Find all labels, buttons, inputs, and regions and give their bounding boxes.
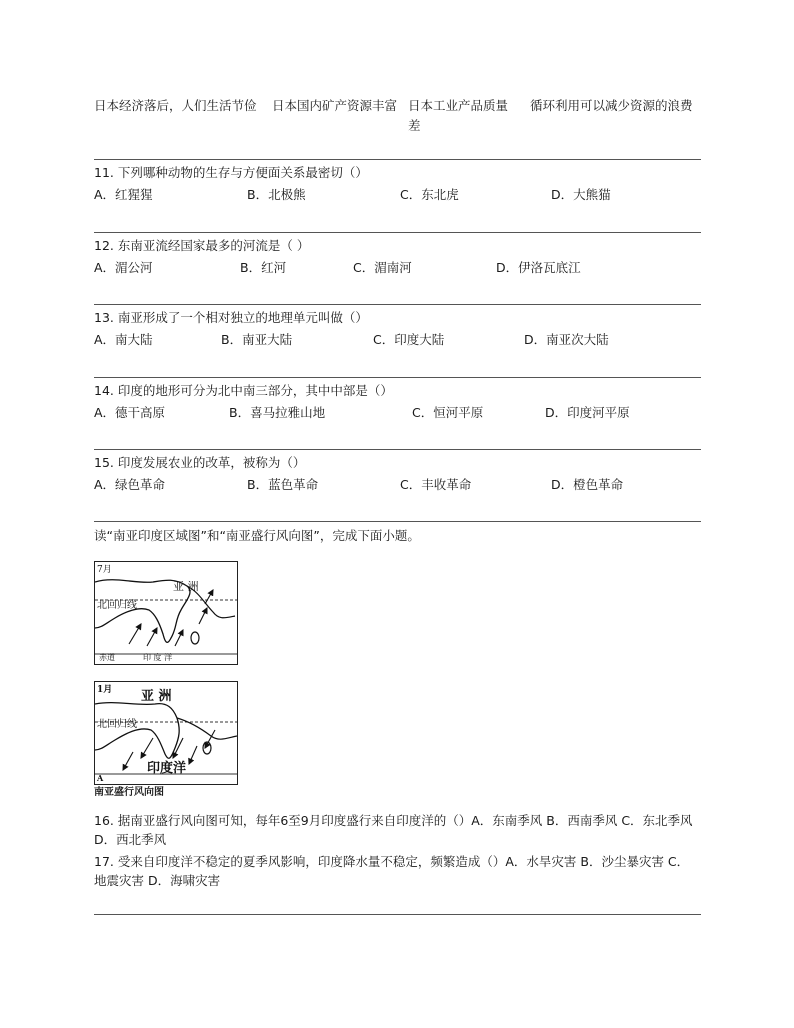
divider <box>94 449 701 450</box>
wind-arrow <box>141 738 153 758</box>
map1-month-label: 7月 <box>97 565 112 575</box>
q12-option-d[interactable]: D．伊洛瓦底江 <box>496 260 581 275</box>
divider <box>94 304 701 305</box>
wind-arrow <box>205 590 213 604</box>
q14-option-c[interactable]: C．恒河平原 <box>412 405 484 420</box>
divider <box>94 521 701 522</box>
q15-option-c[interactable]: C．丰收革命 <box>400 477 472 492</box>
july-wind-map <box>94 561 238 665</box>
map-caption: 南亚盛行风向图 <box>94 787 164 798</box>
map2-corner-label: A <box>97 773 104 783</box>
q12-option-a[interactable]: A．湄公河 <box>94 260 153 275</box>
question-13-stem: 13. 南亚形成了一个相对独立的地理单元叫做（） <box>94 310 368 325</box>
january-wind-map <box>94 681 238 785</box>
wind-arrow <box>147 628 157 646</box>
q13-option-a[interactable]: A．南大陆 <box>94 332 153 347</box>
map1-ocean-label: 印 度 洋 <box>143 653 173 662</box>
q15-option-a[interactable]: A．绿色革命 <box>94 477 166 492</box>
q12-option-c[interactable]: C．湄南河 <box>353 260 412 275</box>
divider <box>94 914 701 915</box>
q14-option-b[interactable]: B．喜马拉雅山地 <box>229 405 326 420</box>
q11-option-a[interactable]: A．红猩猩 <box>94 187 153 202</box>
question-12-stem: 12. 东南亚流经国家最多的河流是（ ） <box>94 238 310 253</box>
map1-tropic-label: 北回归线 <box>97 600 137 611</box>
top-option-a[interactable]: 日本经济落后，人们生活节俭 <box>94 98 257 113</box>
reading-intro: 读“南亚印度区域图”和“南亚盛行风向图”，完成下面小题。 <box>94 528 420 543</box>
wind-arrow <box>123 752 133 770</box>
q11-option-b[interactable]: B．北极熊 <box>247 187 306 202</box>
q11-option-d[interactable]: D．大熊猫 <box>551 187 611 202</box>
q15-option-d[interactable]: D．橙色革命 <box>551 477 624 492</box>
question-17: 17. 受来自印度洋不稳定的夏季风影响，印度降水量不稳定，频繁造成（）A．水旱灾害 B．沙尘暴灾害 C．地震灾害 D．海啸灾害 <box>94 854 690 888</box>
sri-lanka <box>191 632 199 644</box>
question-14-stem: 14. 印度的地形可分为北中南三部分，其中中部是（） <box>94 383 393 398</box>
q15-option-b[interactable]: B．蓝色革命 <box>247 477 319 492</box>
question-11-stem: 11. 下列哪种动物的生存与方便面关系最密切（） <box>94 165 368 180</box>
q13-option-b[interactable]: B．南亚大陆 <box>221 332 293 347</box>
wind-arrow <box>129 624 141 644</box>
q13-option-c[interactable]: C．印度大陆 <box>373 332 445 347</box>
map2-region-label: 亚 洲 <box>141 689 172 704</box>
wind-arrow <box>199 608 207 624</box>
map1-region-label: 亚 洲 <box>173 580 199 593</box>
divider <box>94 159 701 160</box>
top-option-c[interactable]: 日本工业产品质量差 <box>408 98 509 133</box>
coastline-east <box>177 718 237 739</box>
map1-equator-label: 赤道 <box>99 653 115 662</box>
q14-option-a[interactable]: A．德干高原 <box>94 405 166 420</box>
q14-option-d[interactable]: D．印度河平原 <box>545 405 630 420</box>
top-option-d[interactable]: 循环利用可以减少资源的浪费 <box>530 98 693 113</box>
coastline <box>95 703 179 759</box>
top-options-row <box>94 96 704 136</box>
map2-month-label: 1月 <box>97 685 113 695</box>
q11-option-c[interactable]: C．东北虎 <box>400 187 459 202</box>
question-15-stem: 15. 印度发展农业的改革，被称为（） <box>94 455 306 470</box>
question-16: 16. 据南亚盛行风向图可知，每年6至9月印度盛行来自印度洋的（）A．东南季风 B．西南季风 C．东北季风 D．西北季风 <box>94 813 693 847</box>
wind-arrow <box>189 746 197 764</box>
q13-option-d[interactable]: D．南亚次大陆 <box>524 332 609 347</box>
map2-tropic-label: 北回归线 <box>97 719 137 730</box>
map2-ocean-label: 印度洋 <box>147 761 187 776</box>
top-option-b[interactable]: 日本国内矿产资源丰富 <box>272 98 398 113</box>
wind-arrow <box>175 630 183 646</box>
divider <box>94 232 701 233</box>
q12-option-b[interactable]: B．红河 <box>240 260 287 275</box>
coastline-east <box>187 586 235 618</box>
divider <box>94 377 701 378</box>
